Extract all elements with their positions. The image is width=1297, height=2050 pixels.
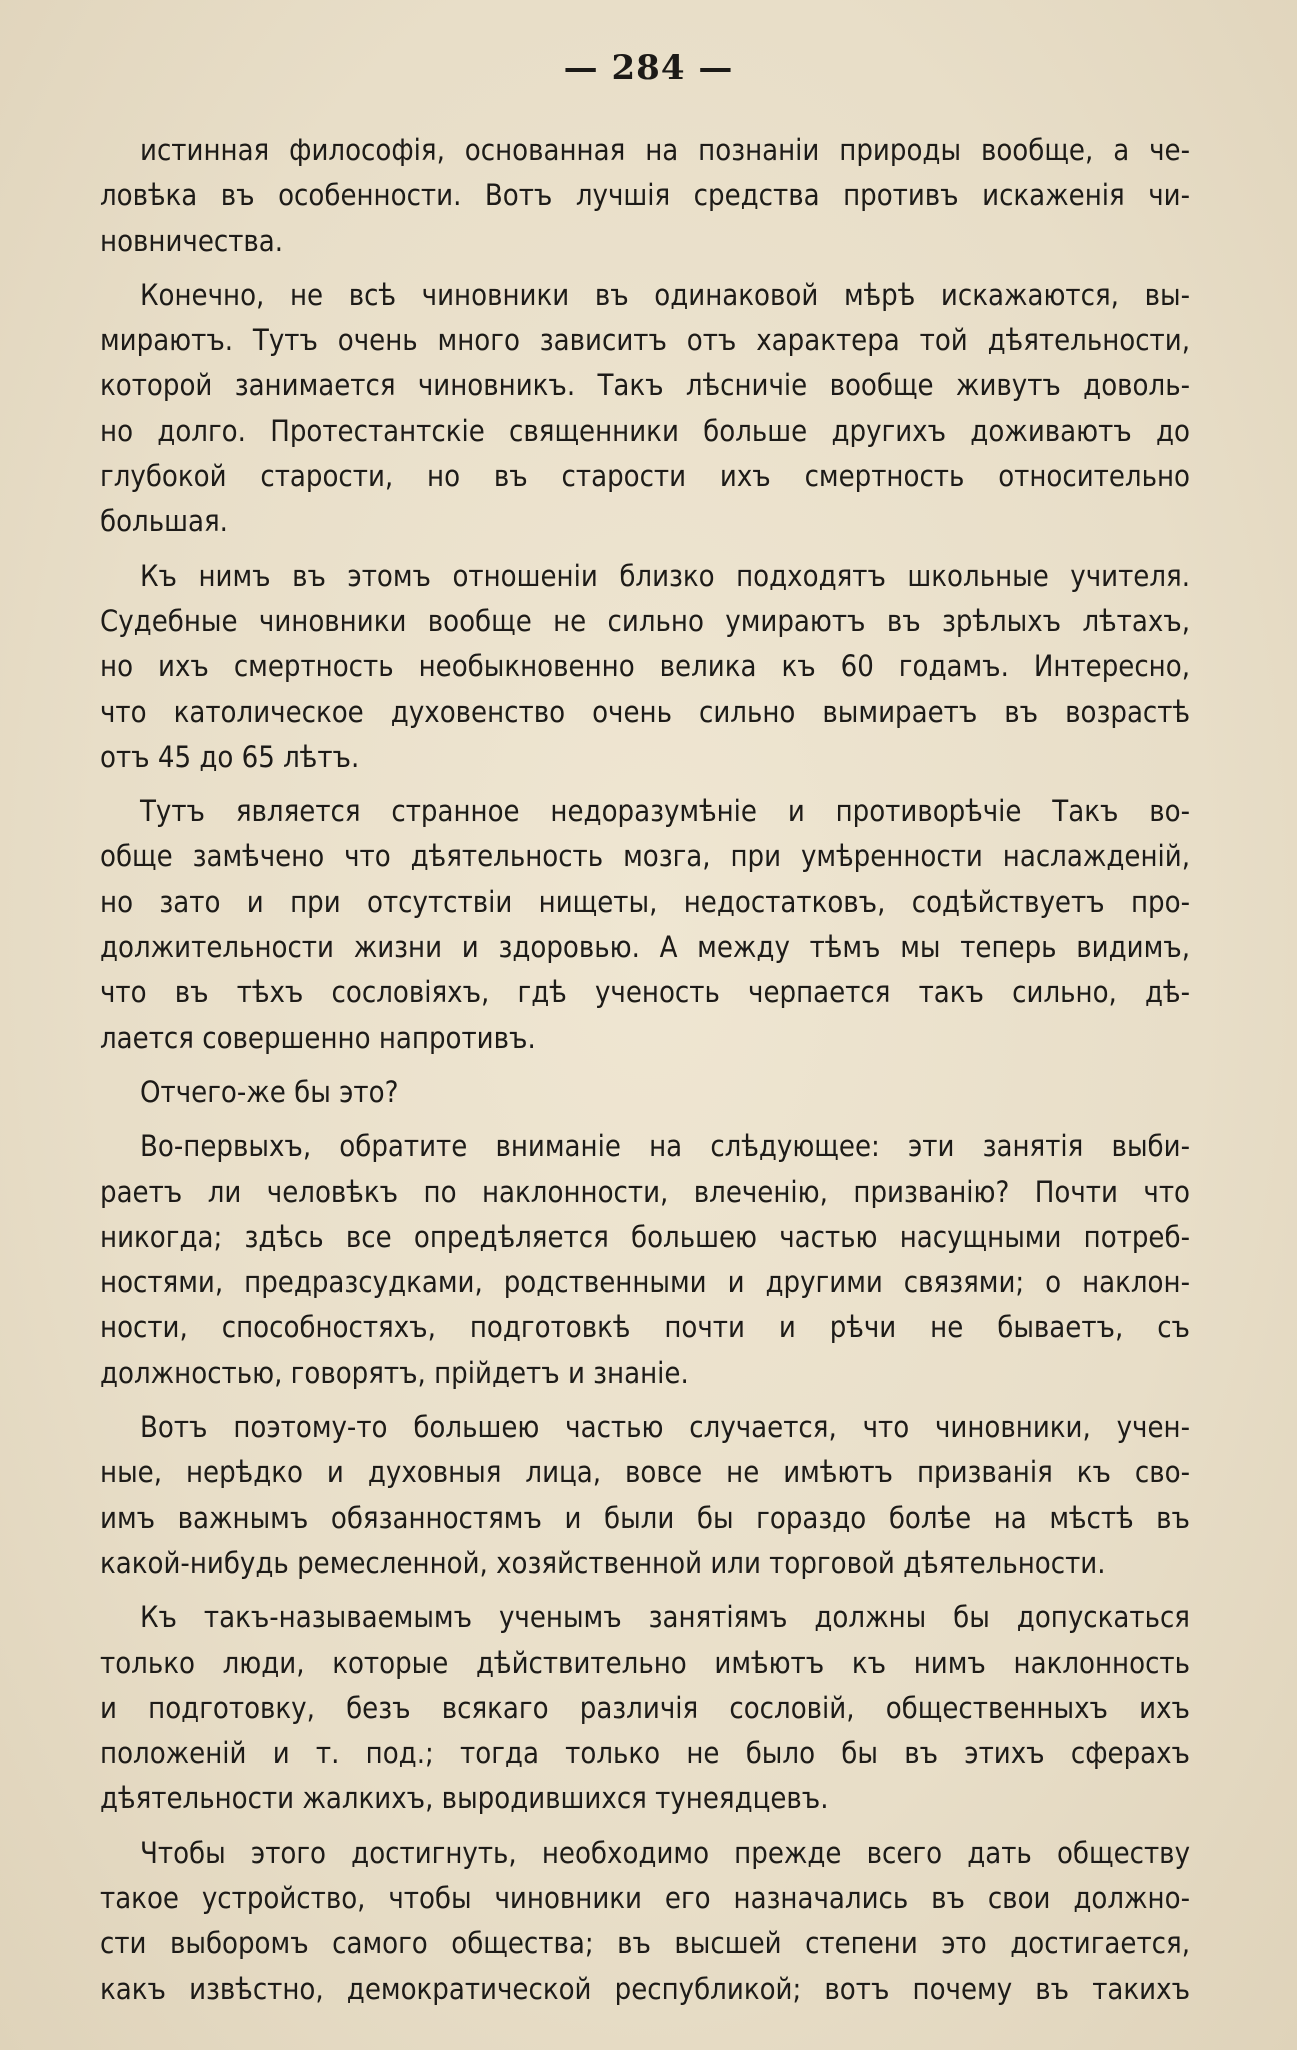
paragraph xyxy=(100,1831,1190,2012)
text-line: дѣятельности жалкихъ, выродившихся тунеядцевъ. xyxy=(100,1781,829,1816)
text-line: что въ тѣхъ сословіяхъ, гдѣ ученость черпается такъ сильно, дѣ- xyxy=(100,975,1190,1010)
text-line: Тутъ является странное недоразумѣніе и противорѣчіе Такъ во- xyxy=(140,794,1190,829)
text-line: ности, способностяхъ, подготовкѣ почти и рѣчи не бываетъ, съ xyxy=(100,1310,1190,1345)
text-line: Конечно, не всѣ чиновники въ одинаковой мѣрѣ искажаются, вы- xyxy=(140,277,1190,312)
text-line: но долго. Протестантскіе священники больше другихъ доживаютъ до xyxy=(100,413,1190,448)
text-line: истинная философія, основанная на познаніи природы вообще, а че- xyxy=(140,133,1190,167)
paragraph xyxy=(100,1124,1190,1396)
text-line: должностью, говорятъ, прійдетъ и знаніе. xyxy=(100,1355,689,1390)
body-text xyxy=(100,128,1190,2021)
text-line: глубокой старости, но въ старости ихъ смертность относительно xyxy=(100,459,1190,494)
text-line: большая. xyxy=(100,504,228,539)
paragraph xyxy=(100,128,1190,264)
text-line: обще замѣчено что дѣятельность мозга, при умѣренности наслажденій, xyxy=(100,839,1190,874)
text-line: положеній и т. под.; тогда только не было бы въ этихъ сферахъ xyxy=(100,1736,1190,1771)
text-line: раетъ ли человѣкъ по наклонности, влеченію, призванію? Почти что xyxy=(100,1174,1190,1209)
text-line: которой занимается чиновникъ. Такъ лѣсничіе вообще живутъ доволь- xyxy=(100,368,1190,403)
text-line: Судебные чиновники вообще не сильно умираютъ въ зрѣлыхъ лѣтахъ, xyxy=(100,603,1190,638)
text-line: и подготовку, безъ всякаго различія сословій, общественныхъ ихъ xyxy=(100,1690,1190,1725)
text-line: Отчего-же бы это? xyxy=(140,1074,399,1109)
paragraph xyxy=(100,554,1190,780)
paragraph xyxy=(100,1595,1190,1821)
text-line: Во-первыхъ, обратите вниманіе на слѣдующее: эти занятія выби- xyxy=(140,1129,1190,1164)
text-line: имъ важнымъ обязанностямъ и были бы гораздо болѣе на мѣстѣ въ xyxy=(100,1500,1190,1535)
text-line: лается совершенно напротивъ. xyxy=(100,1020,536,1055)
text-line: какой-нибудь ремесленной, хозяйственной или торговой дѣятельности. xyxy=(100,1545,1106,1580)
text-line: мираютъ. Тутъ очень много зависитъ отъ характера той дѣятельности, xyxy=(100,323,1190,358)
text-line: никогда; здѣсь все опредѣляется большею частью насущными потреб- xyxy=(100,1219,1190,1254)
text-line: что католическое духовенство очень сильно вымираетъ въ возрастѣ xyxy=(100,694,1190,729)
text-line: какъ извѣстно, демократической республикой; вотъ почему въ такихъ xyxy=(100,1971,1190,2006)
text-line: ностями, предразсудками, родственными и другими связями; о наклон- xyxy=(100,1265,1190,1300)
text-line: отъ 45 до 65 лѣтъ. xyxy=(100,739,360,774)
text-line: Къ такъ-называемымъ ученымъ занятіямъ должны бы допускаться xyxy=(140,1600,1190,1635)
text-line: такое устройство, чтобы чиновники его назначались въ свои должно- xyxy=(100,1880,1190,1915)
text-line: Чтобы этого достигнуть, необходимо прежде всего дать обществу xyxy=(140,1835,1190,1870)
text-line: Вотъ поэтому-то большею частью случается, что чиновники, учен- xyxy=(140,1410,1190,1445)
text-line: должительности жизни и здоровью. А между тѣмъ мы теперь видимъ, xyxy=(100,930,1190,965)
text-line: новничества. xyxy=(100,223,284,258)
text-line: только люди, которые дѣйствительно имѣютъ къ нимъ наклонность xyxy=(100,1645,1190,1680)
paragraph xyxy=(100,1070,1190,1115)
text-line: сти выборомъ самого общества; въ высшей степени это достигается, xyxy=(100,1926,1190,1961)
text-line: но зато и при отсутствіи нищеты, недостатковъ, содѣйствуетъ про- xyxy=(100,884,1190,919)
text-line: ные, нерѣдко и духовныя лица, вовсе не имѣютъ призванія къ сво- xyxy=(100,1455,1190,1490)
page-number: — 284 — xyxy=(563,48,734,88)
text-line: ловѣка въ особенности. Вотъ лучшія средства противъ искаженія чи- xyxy=(100,178,1190,213)
paragraph xyxy=(100,1405,1190,1586)
paragraph xyxy=(100,273,1190,545)
text-line: но ихъ смертность необыкновенно велика къ 60 годамъ. Интересно, xyxy=(100,649,1190,684)
text-line: Къ нимъ въ этомъ отношеніи близко подходятъ школьные учителя. xyxy=(140,558,1190,593)
paragraph xyxy=(100,789,1190,1061)
